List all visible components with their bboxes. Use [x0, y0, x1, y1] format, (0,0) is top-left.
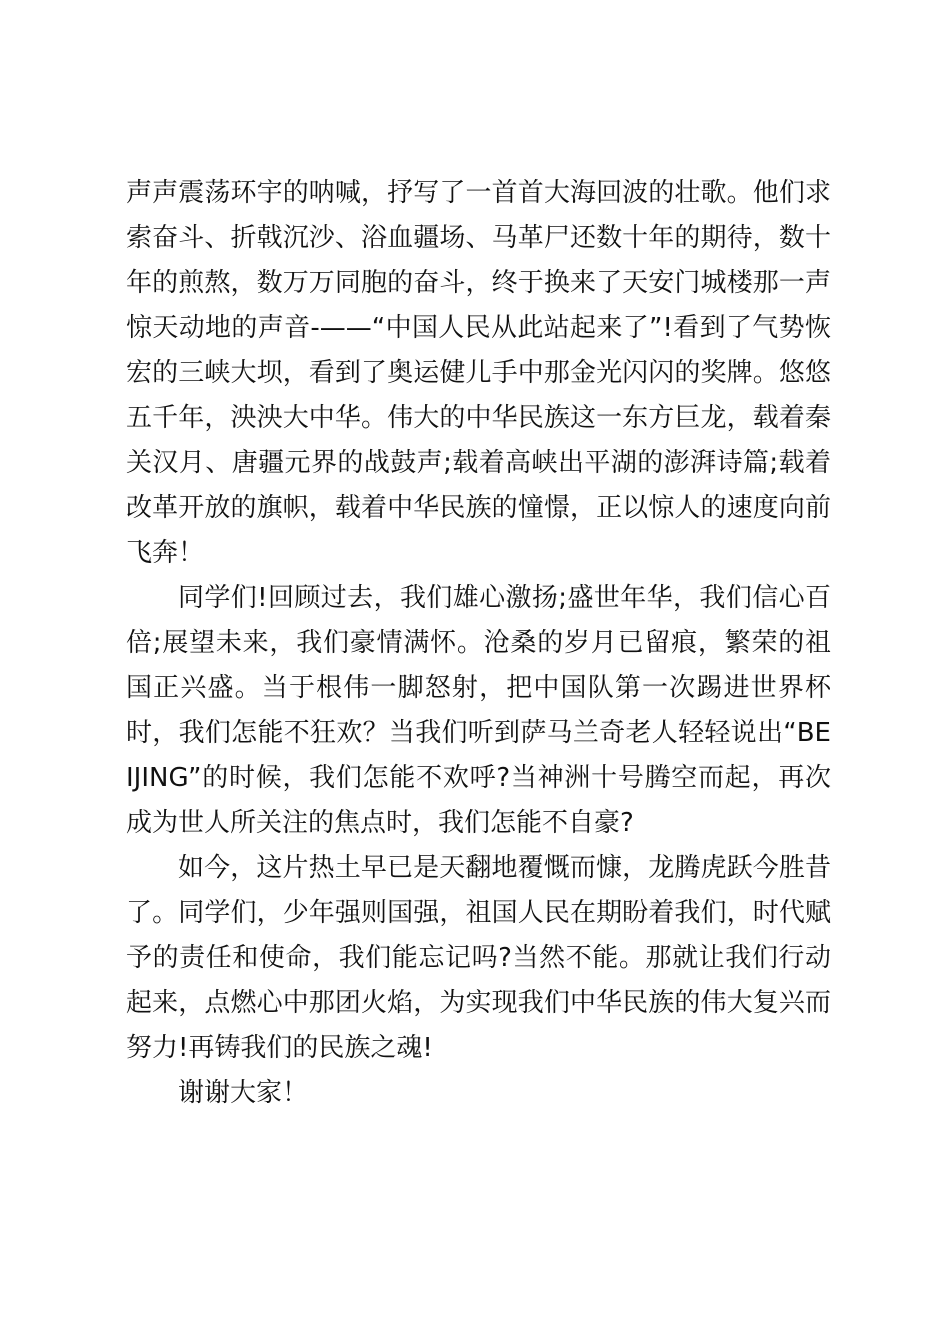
document-body: [126, 171, 831, 1116]
paragraph-1: 声声震荡环宇的呐喊，抒写了一首首大海回波的壮歌。他们求索奋斗、折戟沉沙、浴血疆场、马革尸还数十年的期待，数十年的煎熬，数万万同胞的奋斗，终于换来了天安门城楼那一声惊天动地的声音-——“中国人民从此站起来了”!看到了气势恢宏的三峡大坝，看到了奥运健儿手中那金光闪闪的奖牌。悠悠五千年，泱泱大中华。伟大的中华民族这一东方巨龙，载着秦关汉月、唐疆元界的战鼓声;载着高峡出平湖的澎湃诗篇;载着改革开放的旗帜，载着中华民族的憧憬，正以惊人的速度向前飞奔！: [126, 178, 831, 568]
paragraph-2: 同学们!回顾过去，我们雄心激扬;盛世年华，我们信心百倍;展望未来，我们豪情满怀。沧桑的岁月已留痕，繁荣的祖国正兴盛。当于根伟一脚怒射，把中国队第一次踢进世界杯时，我们怎能不狂欢？当我们听到萨马兰奇老人轻轻说出“BEIJING”的时候，我们怎能不欢呼?当神洲十号腾空而起，再次成为世人所关注的焦点时，我们怎能不自豪?: [126, 583, 831, 838]
paragraph-3: 如今，这片热土早已是天翻地覆慨而慷，龙腾虎跃今胜昔了。同学们，少年强则国强，祖国人民在期盼着我们，时代赋予的责任和使命，我们能忘记吗?当然不能。那就让我们行动起来，点燃心中那团火焰，为实现我们中华民族的伟大复兴而努力!再铸我们的民族之魂!: [126, 853, 831, 1063]
paragraph-closing: 谢谢大家！: [178, 1078, 309, 1108]
